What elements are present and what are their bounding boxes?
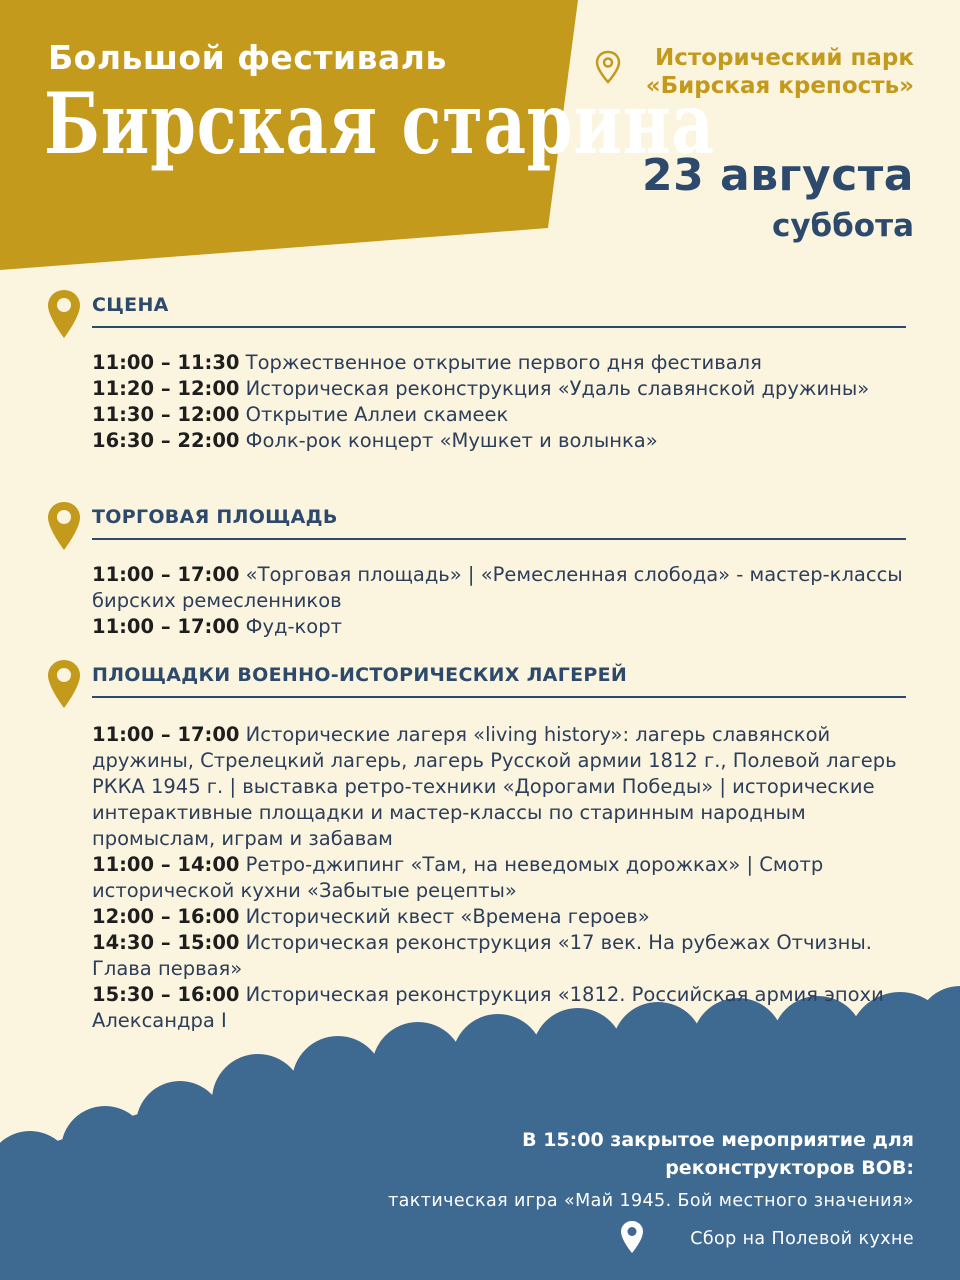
section-title: СЦЕНА bbox=[92, 294, 169, 316]
section-divider bbox=[92, 326, 906, 328]
section-title: ТОРГОВАЯ ПЛОЩАДЬ bbox=[92, 506, 338, 528]
event-text: Открытие Аллеи скамеек bbox=[245, 403, 509, 426]
closed-event-note bbox=[522, 1126, 914, 1182]
location-pin-icon bbox=[594, 50, 622, 84]
event-time: 15:30 – 16:00 bbox=[92, 983, 240, 1006]
venue-line-2: «Бирская крепость» bbox=[645, 73, 914, 99]
festival-subtitle: Большой фестиваль bbox=[48, 38, 447, 77]
event-time: 11:20 – 12:00 bbox=[92, 377, 240, 400]
event-text: Историческая реконструкция «1812. Российская армия эпохи Александра I bbox=[92, 983, 884, 1032]
section-title: ПЛОЩАДКИ ВОЕННО-ИСТОРИЧЕСКИХ ЛАГЕРЕЙ bbox=[92, 664, 628, 686]
event-text: Исторические лагеря «living history»: лагерь славянской дружины, Стрелецкий лагерь, лагерь Русской армии 1812 г., Полевой лагерь РККА 1945 г. | выставка ретро-техники «Дорогами Победы» | исторические интерактивные площадки и мастер-классы по старинным народным промыслам, играм и забавам bbox=[92, 723, 897, 850]
event-item bbox=[92, 350, 912, 376]
event-list bbox=[92, 562, 912, 640]
event-text: Фуд-корт bbox=[245, 615, 342, 638]
festival-title: Бирская старина bbox=[44, 74, 715, 173]
event-text: «Торговая площадь» | «Ремесленная слобода» - мастер-классы бирских ремесленников bbox=[92, 563, 903, 612]
event-item bbox=[92, 852, 912, 904]
event-time: 14:30 – 15:00 bbox=[92, 931, 240, 954]
event-list bbox=[92, 350, 912, 454]
map-pin-icon bbox=[46, 658, 82, 710]
venue bbox=[646, 44, 914, 100]
location-pin-icon bbox=[620, 1220, 644, 1254]
venue-line-1: Исторический парк bbox=[655, 45, 914, 71]
event-time: 12:00 – 16:00 bbox=[92, 905, 240, 928]
event-date: 23 августа bbox=[641, 150, 914, 201]
event-item bbox=[92, 428, 912, 454]
map-pin-icon bbox=[46, 288, 82, 340]
event-list bbox=[92, 722, 912, 1034]
map-pin-icon bbox=[46, 500, 82, 552]
event-item bbox=[92, 982, 912, 1034]
event-item bbox=[92, 614, 912, 640]
event-time: 11:00 – 11:30 bbox=[92, 351, 240, 374]
event-text: Торжественное открытие первого дня фестиваля bbox=[245, 351, 762, 374]
event-item bbox=[92, 904, 912, 930]
tactical-game: тактическая игра «Май 1945. Бой местного значения» bbox=[388, 1191, 914, 1211]
event-item bbox=[92, 402, 912, 428]
closed-event-line-1: В 15:00 закрытое мероприятие для bbox=[522, 1129, 914, 1151]
event-text: Историческая реконструкция «17 век. На рубежах Отчизны. Глава первая» bbox=[92, 931, 872, 980]
event-text: Ретро-джипинг «Там, на неведомых дорожках» | Смотр исторической кухни «Забытые рецепты» bbox=[92, 853, 824, 902]
event-item bbox=[92, 376, 912, 402]
event-time: 16:30 – 22:00 bbox=[92, 429, 240, 452]
closed-event-line-2: реконструкторов ВОВ: bbox=[665, 1157, 914, 1179]
event-weekday: суббота bbox=[771, 208, 914, 244]
event-time: 11:00 – 17:00 bbox=[92, 563, 240, 586]
event-item bbox=[92, 562, 912, 614]
event-text: Историческая реконструкция «Удаль славянской дружины» bbox=[245, 377, 870, 400]
event-item bbox=[92, 722, 912, 852]
event-item bbox=[92, 930, 912, 982]
section-divider bbox=[92, 696, 906, 698]
event-time: 11:00 – 17:00 bbox=[92, 615, 240, 638]
event-time: 11:00 – 17:00 bbox=[92, 723, 240, 746]
section-divider bbox=[92, 538, 906, 540]
event-time: 11:00 – 14:00 bbox=[92, 853, 240, 876]
event-text: Исторический квест «Времена героев» bbox=[245, 905, 650, 928]
event-text: Фолк-рок концерт «Мушкет и волынка» bbox=[245, 429, 658, 452]
event-time: 11:30 – 12:00 bbox=[92, 403, 240, 426]
meeting-point: Сбор на Полевой кухне bbox=[690, 1229, 914, 1249]
